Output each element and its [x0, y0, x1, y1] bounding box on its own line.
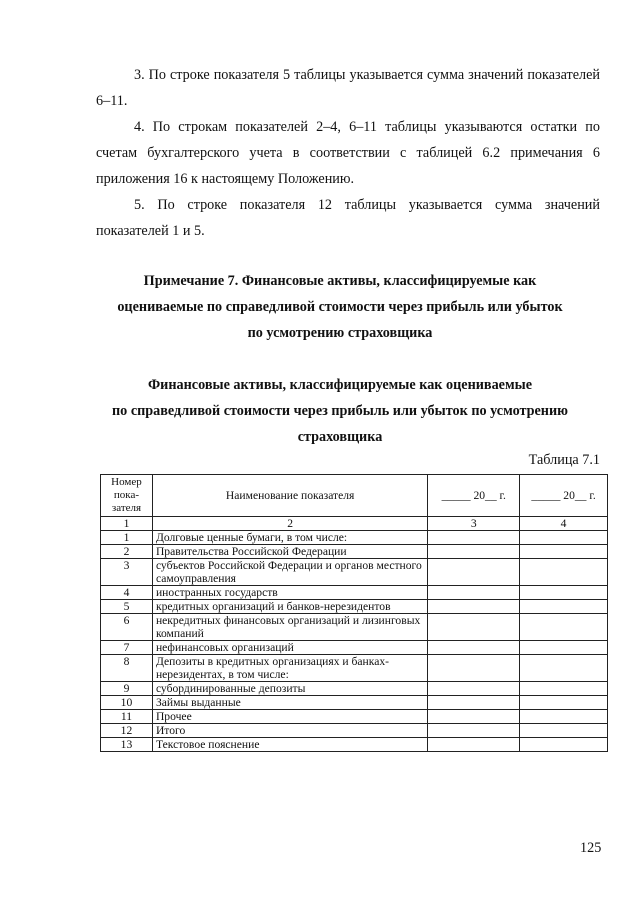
- row-number: 9: [101, 682, 153, 696]
- row-number: 13: [101, 738, 153, 752]
- table-row: [101, 559, 608, 586]
- row-label: Прочее: [152, 710, 427, 724]
- financial-assets-table: [100, 474, 608, 752]
- row-label: Депозиты в кредитных организациях и банках-нерезидентах, в том числе:: [152, 655, 427, 682]
- page-number: 125: [580, 840, 602, 856]
- value-cell: [428, 724, 520, 738]
- column-number-3: 3: [428, 517, 520, 531]
- row-label: Долговые ценные бумаги, в том числе:: [152, 531, 427, 545]
- value-cell: [520, 696, 608, 710]
- row-number: 7: [101, 641, 153, 655]
- value-cell: [428, 655, 520, 682]
- value-cell: [520, 655, 608, 682]
- table-row: [101, 682, 608, 696]
- row-label: Займы выданные: [152, 696, 427, 710]
- header-period-1: _____ 20__ г.: [428, 475, 520, 517]
- column-number-1: 1: [101, 517, 153, 531]
- note-heading-line-3: по усмотрению страховщика: [247, 325, 433, 341]
- row-number: 2: [101, 545, 153, 559]
- paragraph-3: 3. По строке показателя 5 таблицы указывается сумма значений показателей 6–11.: [96, 67, 600, 109]
- table-caption: Таблица 7.1: [528, 452, 600, 468]
- value-cell: [520, 600, 608, 614]
- row-number: 5: [101, 600, 153, 614]
- value-cell: [520, 614, 608, 641]
- row-label: нефинансовых организаций: [152, 641, 427, 655]
- row-number: 12: [101, 724, 153, 738]
- value-cell: [520, 682, 608, 696]
- value-cell: [520, 531, 608, 545]
- value-cell: [428, 641, 520, 655]
- row-label: субординированные депозиты: [152, 682, 427, 696]
- column-number-4: 4: [520, 517, 608, 531]
- table-row: [101, 586, 608, 600]
- table-heading-line-3: страховщика: [297, 429, 383, 445]
- value-cell: [520, 710, 608, 724]
- table-row: [101, 724, 608, 738]
- row-label: Итого: [152, 724, 427, 738]
- row-label: субъектов Российской Федерации и органов местного самоуправления: [152, 559, 427, 586]
- table-row: [101, 600, 608, 614]
- paragraph-4: 4. По строкам показателей 2–4, 6–11 таблицы указываются остатки по счетам бухгалтерского учета в соответствии с таблицей 6.2 примечания 6 приложения 16 к настоящему Положению.: [96, 119, 600, 187]
- row-number: 4: [101, 586, 153, 600]
- row-label: кредитных организаций и банков-нерезидентов: [152, 600, 427, 614]
- table-row: [101, 641, 608, 655]
- value-cell: [428, 710, 520, 724]
- header-name: Наименование показателя: [152, 475, 427, 517]
- row-number: 10: [101, 696, 153, 710]
- value-cell: [520, 641, 608, 655]
- table-row: [101, 696, 608, 710]
- row-number: 11: [101, 710, 153, 724]
- value-cell: [520, 738, 608, 752]
- note-heading-line-2: оцениваемые по справедливой стоимости через прибыль или убыток: [117, 299, 563, 315]
- note-heading-line-1: Примечание 7. Финансовые активы, классифицируемые как: [143, 273, 537, 289]
- header-period-2: _____ 20__ г.: [520, 475, 608, 517]
- value-cell: [428, 614, 520, 641]
- value-cell: [428, 696, 520, 710]
- value-cell: [428, 682, 520, 696]
- value-cell: [428, 738, 520, 752]
- table-row: [101, 545, 608, 559]
- row-label: Текстовое пояснение: [152, 738, 427, 752]
- header-number: Номер пока- зателя: [101, 475, 153, 517]
- value-cell: [520, 586, 608, 600]
- row-number: 1: [101, 531, 153, 545]
- value-cell: [428, 586, 520, 600]
- value-cell: [520, 545, 608, 559]
- row-label: некредитных финансовых организаций и лизинговых компаний: [152, 614, 427, 641]
- table-heading: [60, 372, 620, 450]
- column-number-2: 2: [152, 517, 427, 531]
- value-cell: [428, 600, 520, 614]
- value-cell: [428, 531, 520, 545]
- table-row: [101, 738, 608, 752]
- value-cell: [428, 559, 520, 586]
- row-number: 8: [101, 655, 153, 682]
- row-label: иностранных государств: [152, 586, 427, 600]
- table-row: [101, 614, 608, 641]
- row-number: 6: [101, 614, 153, 641]
- value-cell: [428, 545, 520, 559]
- paragraph-5: 5. По строке показателя 12 таблицы указывается сумма значений показателей 1 и 5.: [96, 197, 600, 239]
- table-row: [101, 655, 608, 682]
- row-label: Правительства Российской Федерации: [152, 545, 427, 559]
- value-cell: [520, 724, 608, 738]
- row-number: 3: [101, 559, 153, 586]
- note-heading: [60, 268, 620, 346]
- table-row: [101, 710, 608, 724]
- table-heading-line-1: Финансовые активы, классифицируемые как оцениваемые: [147, 377, 533, 393]
- table-heading-line-2: по справедливой стоимости через прибыль или убыток по усмотрению: [112, 403, 568, 419]
- table-row: [101, 531, 608, 545]
- value-cell: [520, 559, 608, 586]
